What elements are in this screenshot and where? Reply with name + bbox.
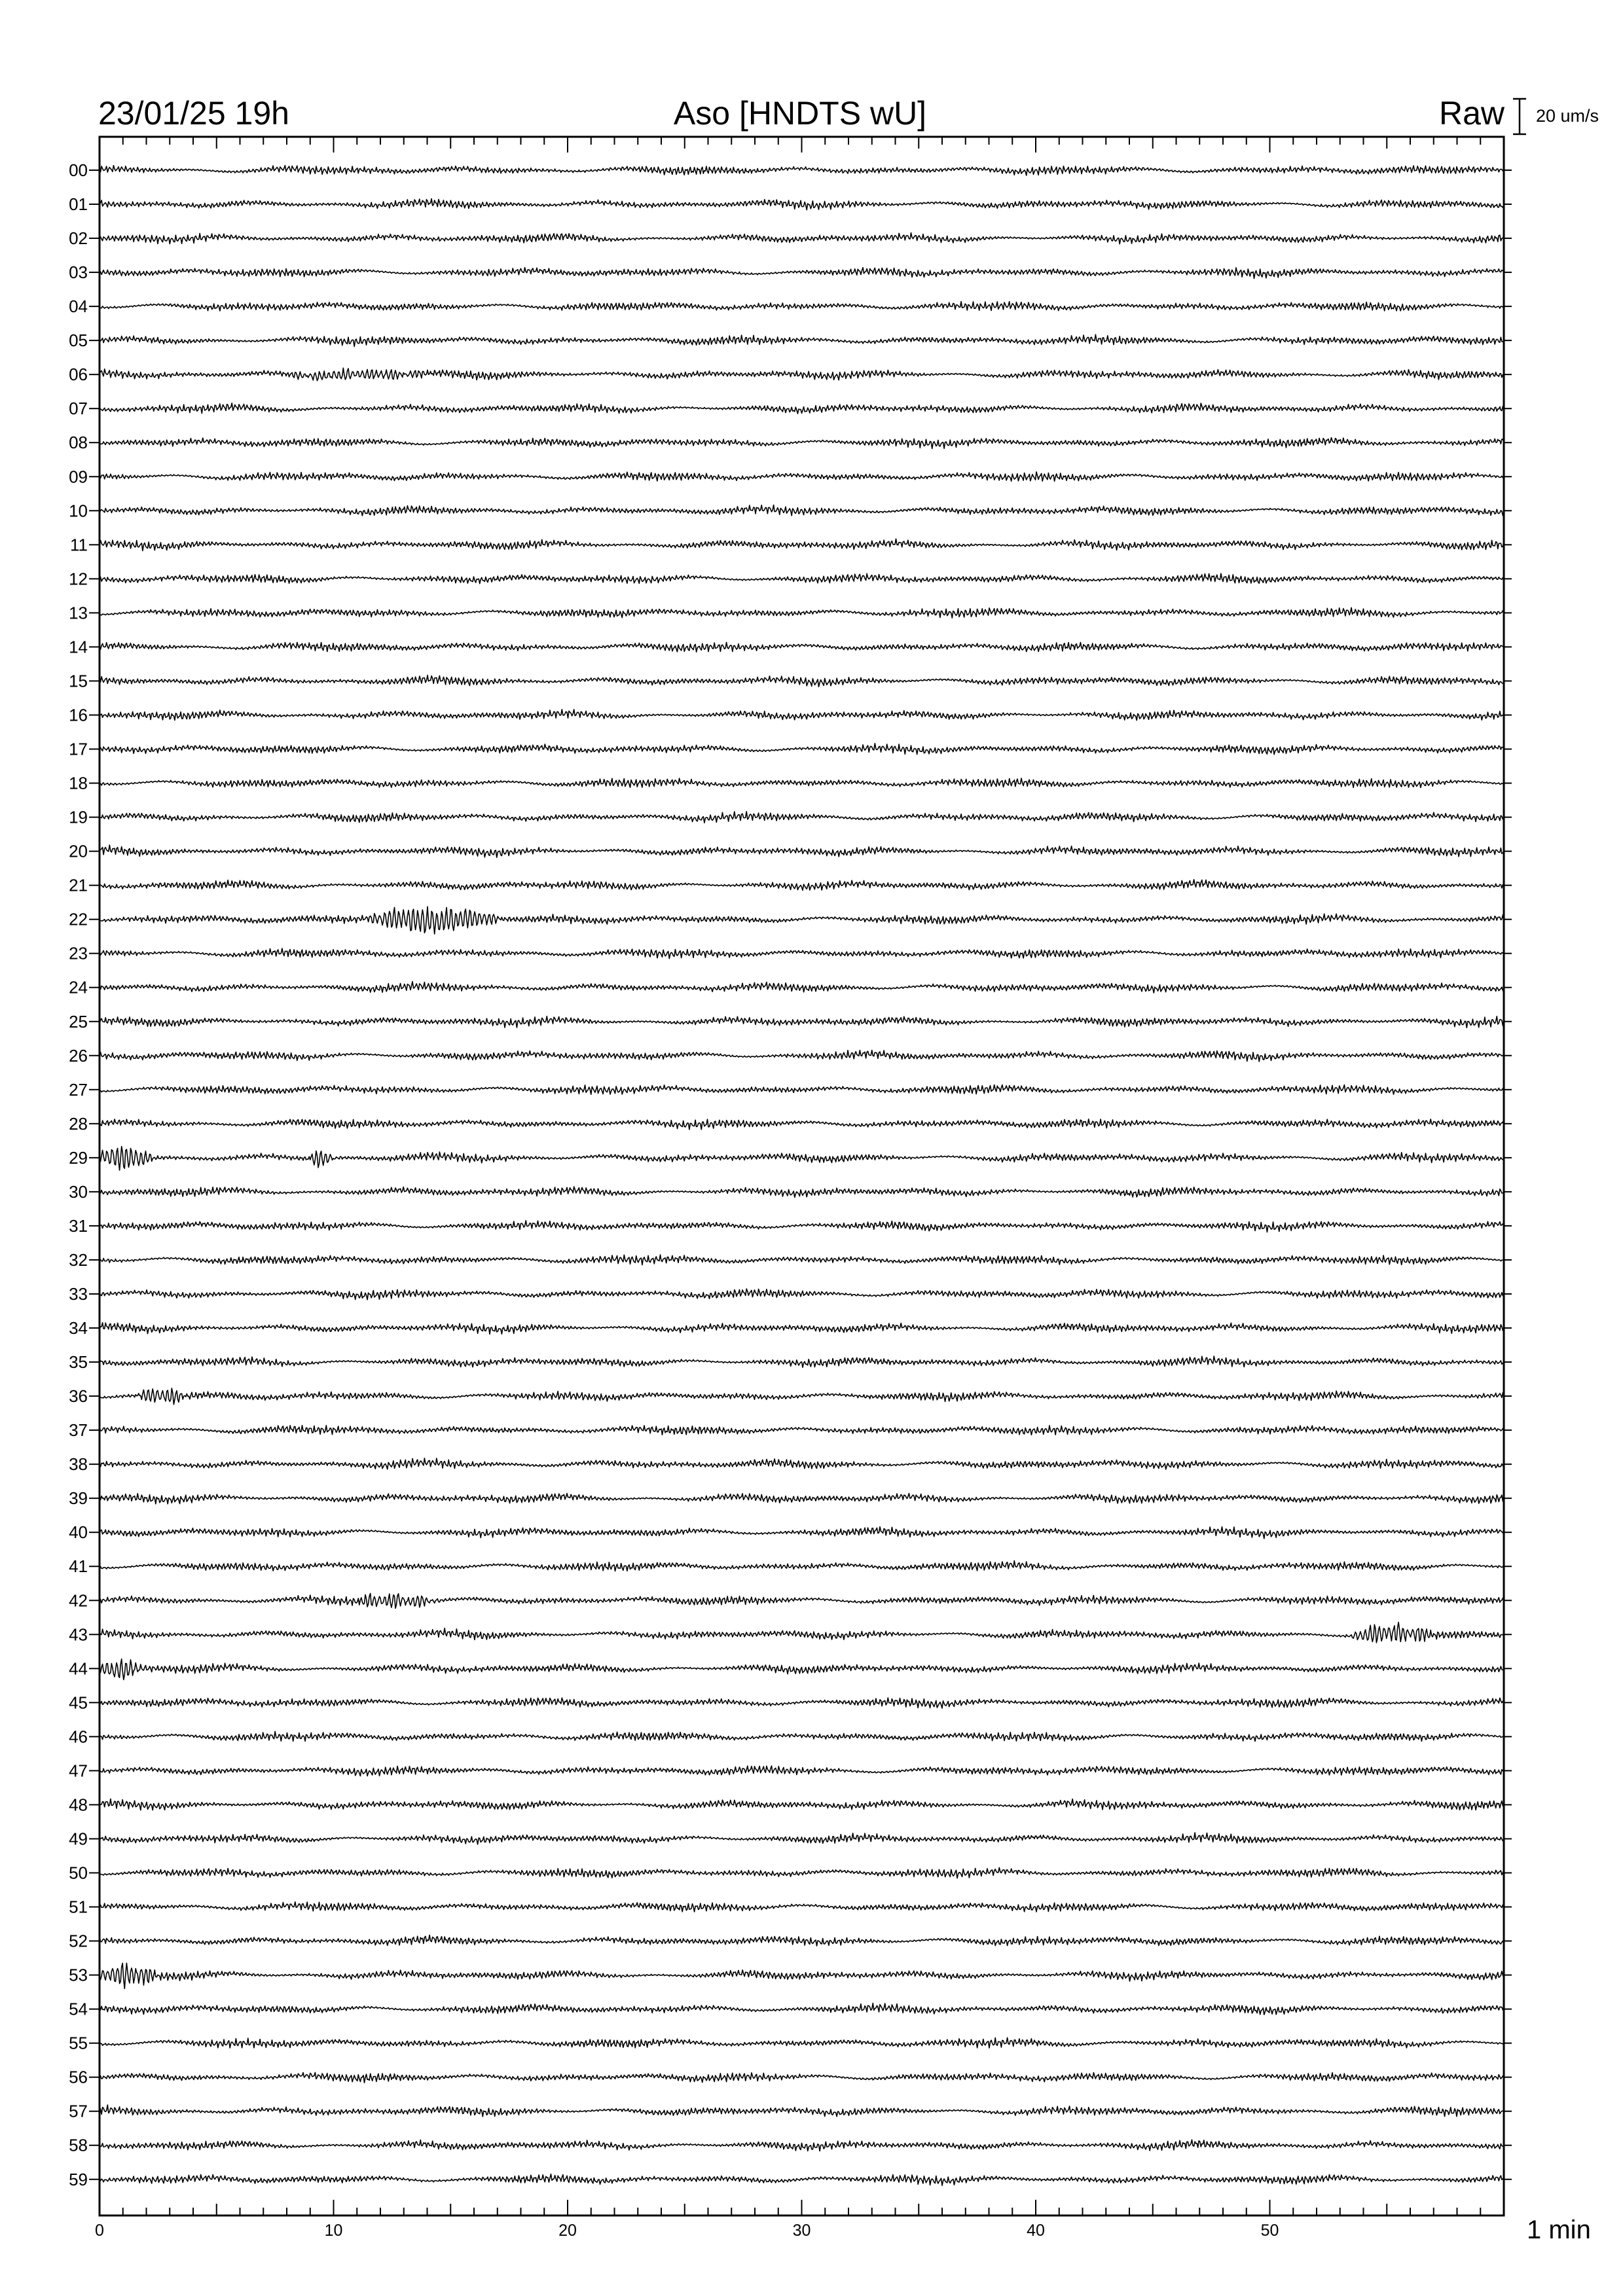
trace-row-07 (100, 403, 1504, 414)
row-label-20: 20 (69, 841, 88, 861)
row-label-59: 59 (69, 2169, 88, 2189)
trace-row-31 (100, 1221, 1504, 1232)
trace-row-27 (100, 1085, 1504, 1094)
trace-row-30 (100, 1187, 1504, 1197)
trace-row-38 (100, 1458, 1504, 1469)
row-label-35: 35 (69, 1352, 88, 1372)
row-label-40: 40 (69, 1522, 88, 1543)
row-label-45: 45 (69, 1693, 88, 1713)
row-label-29: 29 (69, 1147, 88, 1168)
row-label-56: 56 (69, 2067, 88, 2087)
trace-row-06 (100, 368, 1504, 380)
row-label-55: 55 (69, 2033, 88, 2053)
row-label-53: 53 (69, 1965, 88, 1985)
row-label-38: 38 (69, 1454, 88, 1475)
row-label-13: 13 (69, 603, 88, 623)
trace-row-46 (100, 1731, 1504, 1741)
x-tick-label-30: 30 (792, 2221, 811, 2240)
row-label-24: 24 (69, 977, 88, 997)
row-label-21: 21 (69, 875, 88, 895)
trace-row-28 (100, 1119, 1504, 1130)
x-tick-label-0: 0 (95, 2221, 104, 2240)
seismic-traces (100, 166, 1504, 2185)
scale-label: 20 um/s (1536, 106, 1599, 126)
row-label-14: 14 (69, 637, 88, 657)
x-axis-label: 1 min (1527, 2215, 1591, 2244)
row-label-11: 11 (70, 535, 88, 555)
trace-row-14 (100, 642, 1504, 652)
row-label-23: 23 (69, 943, 88, 963)
row-label-49: 49 (69, 1829, 88, 1849)
trace-row-05 (100, 334, 1504, 346)
trace-row-59 (100, 2174, 1504, 2186)
top-minute-ticks (100, 137, 1504, 152)
row-label-42: 42 (69, 1590, 88, 1611)
trace-row-34 (100, 1323, 1504, 1335)
row-label-08: 08 (69, 433, 88, 453)
bottom-minute-ticks (100, 2200, 1504, 2215)
row-label-26: 26 (69, 1045, 88, 1066)
scale-bar (1513, 99, 1526, 134)
trace-row-57 (100, 2105, 1504, 2117)
trace-row-21 (100, 880, 1504, 890)
x-tick-label-10: 10 (324, 2221, 343, 2240)
row-label-48: 48 (69, 1795, 88, 1815)
trace-row-32 (100, 1255, 1504, 1265)
row-label-03: 03 (69, 262, 88, 283)
row-label-39: 39 (69, 1488, 88, 1509)
row-label-31: 31 (69, 1215, 88, 1236)
trace-row-25 (100, 1016, 1504, 1028)
trace-row-42 (100, 1594, 1504, 1609)
row-label-43: 43 (69, 1624, 88, 1645)
trace-row-40 (100, 1527, 1504, 1539)
trace-row-50 (100, 1867, 1504, 1878)
row-label-28: 28 (69, 1113, 88, 1134)
row-label-01: 01 (69, 194, 88, 215)
row-label-25: 25 (69, 1011, 88, 1031)
date-hour-label: 23/01/25 19h (98, 95, 289, 132)
trace-row-49 (100, 1833, 1504, 1844)
row-label-09: 09 (69, 467, 88, 487)
trace-row-10 (100, 505, 1504, 516)
row-label-33: 33 (69, 1283, 88, 1304)
trace-row-54 (100, 2003, 1504, 2015)
trace-row-20 (100, 845, 1504, 857)
trace-row-41 (100, 1561, 1504, 1571)
station-title: Aso [HNDTS wU] (673, 95, 927, 132)
hour-row-labels (69, 160, 1512, 2189)
trace-row-26 (100, 1050, 1504, 1062)
x-tick-label-20: 20 (558, 2221, 577, 2240)
trace-row-51 (100, 1902, 1504, 1912)
trace-row-12 (100, 573, 1504, 583)
row-label-47: 47 (69, 1761, 88, 1781)
row-label-02: 02 (69, 228, 88, 249)
row-label-06: 06 (69, 365, 88, 385)
trace-row-58 (100, 2140, 1504, 2151)
trace-row-11 (100, 539, 1504, 550)
trace-row-44 (100, 1659, 1504, 1680)
trace-row-36 (100, 1388, 1504, 1405)
trace-row-24 (100, 982, 1504, 993)
trace-row-15 (100, 675, 1504, 687)
row-label-46: 46 (69, 1727, 88, 1747)
trace-row-08 (100, 438, 1504, 449)
row-label-15: 15 (69, 671, 88, 691)
trace-row-00 (100, 166, 1504, 175)
row-label-22: 22 (69, 909, 88, 929)
trace-row-33 (100, 1289, 1504, 1300)
trace-row-45 (100, 1698, 1504, 1708)
row-label-57: 57 (69, 2101, 88, 2121)
trace-row-56 (100, 2073, 1504, 2083)
row-label-52: 52 (69, 1931, 88, 1951)
trace-row-04 (100, 302, 1504, 311)
row-label-05: 05 (69, 331, 88, 351)
trace-row-48 (100, 1799, 1504, 1810)
trace-row-13 (100, 607, 1504, 618)
trace-row-22 (100, 906, 1504, 934)
row-label-19: 19 (69, 807, 88, 827)
x-tick-label-50: 50 (1260, 2221, 1279, 2240)
trace-row-01 (100, 199, 1504, 210)
x-tick-labels (95, 2221, 1279, 2240)
row-label-54: 54 (69, 1999, 88, 2019)
row-label-16: 16 (69, 705, 88, 725)
row-label-50: 50 (69, 1863, 88, 1883)
row-label-41: 41 (69, 1556, 88, 1577)
row-label-07: 07 (69, 399, 88, 419)
row-label-58: 58 (69, 2135, 88, 2155)
row-label-27: 27 (69, 1079, 88, 1100)
trace-row-39 (100, 1494, 1504, 1504)
filter-label: Raw (1438, 95, 1504, 132)
trace-row-53 (100, 1963, 1504, 1988)
row-label-10: 10 (69, 501, 88, 521)
trace-row-18 (100, 778, 1504, 787)
trace-row-52 (100, 1935, 1504, 1946)
trace-row-55 (100, 2037, 1504, 2048)
row-label-51: 51 (69, 1897, 88, 1917)
trace-row-43 (100, 1623, 1504, 1643)
trace-row-29 (100, 1147, 1504, 1171)
row-label-00: 00 (69, 160, 88, 180)
row-label-34: 34 (69, 1318, 88, 1338)
row-label-12: 12 (69, 569, 88, 589)
trace-row-16 (100, 709, 1504, 721)
row-label-37: 37 (69, 1420, 88, 1441)
trace-row-35 (100, 1356, 1504, 1367)
row-label-17: 17 (69, 739, 88, 759)
trace-row-47 (100, 1766, 1504, 1776)
row-label-18: 18 (69, 773, 88, 793)
trace-row-09 (100, 472, 1504, 481)
trace-row-23 (100, 948, 1504, 959)
row-label-44: 44 (69, 1659, 88, 1679)
row-label-04: 04 (69, 296, 88, 317)
row-label-32: 32 (69, 1249, 88, 1270)
row-label-36: 36 (69, 1386, 88, 1407)
row-label-30: 30 (69, 1181, 88, 1202)
trace-row-17 (100, 744, 1504, 755)
x-tick-label-40: 40 (1027, 2221, 1045, 2240)
trace-row-19 (100, 812, 1504, 823)
trace-row-02 (100, 233, 1504, 244)
trace-row-37 (100, 1426, 1504, 1435)
trace-row-03 (100, 268, 1504, 279)
